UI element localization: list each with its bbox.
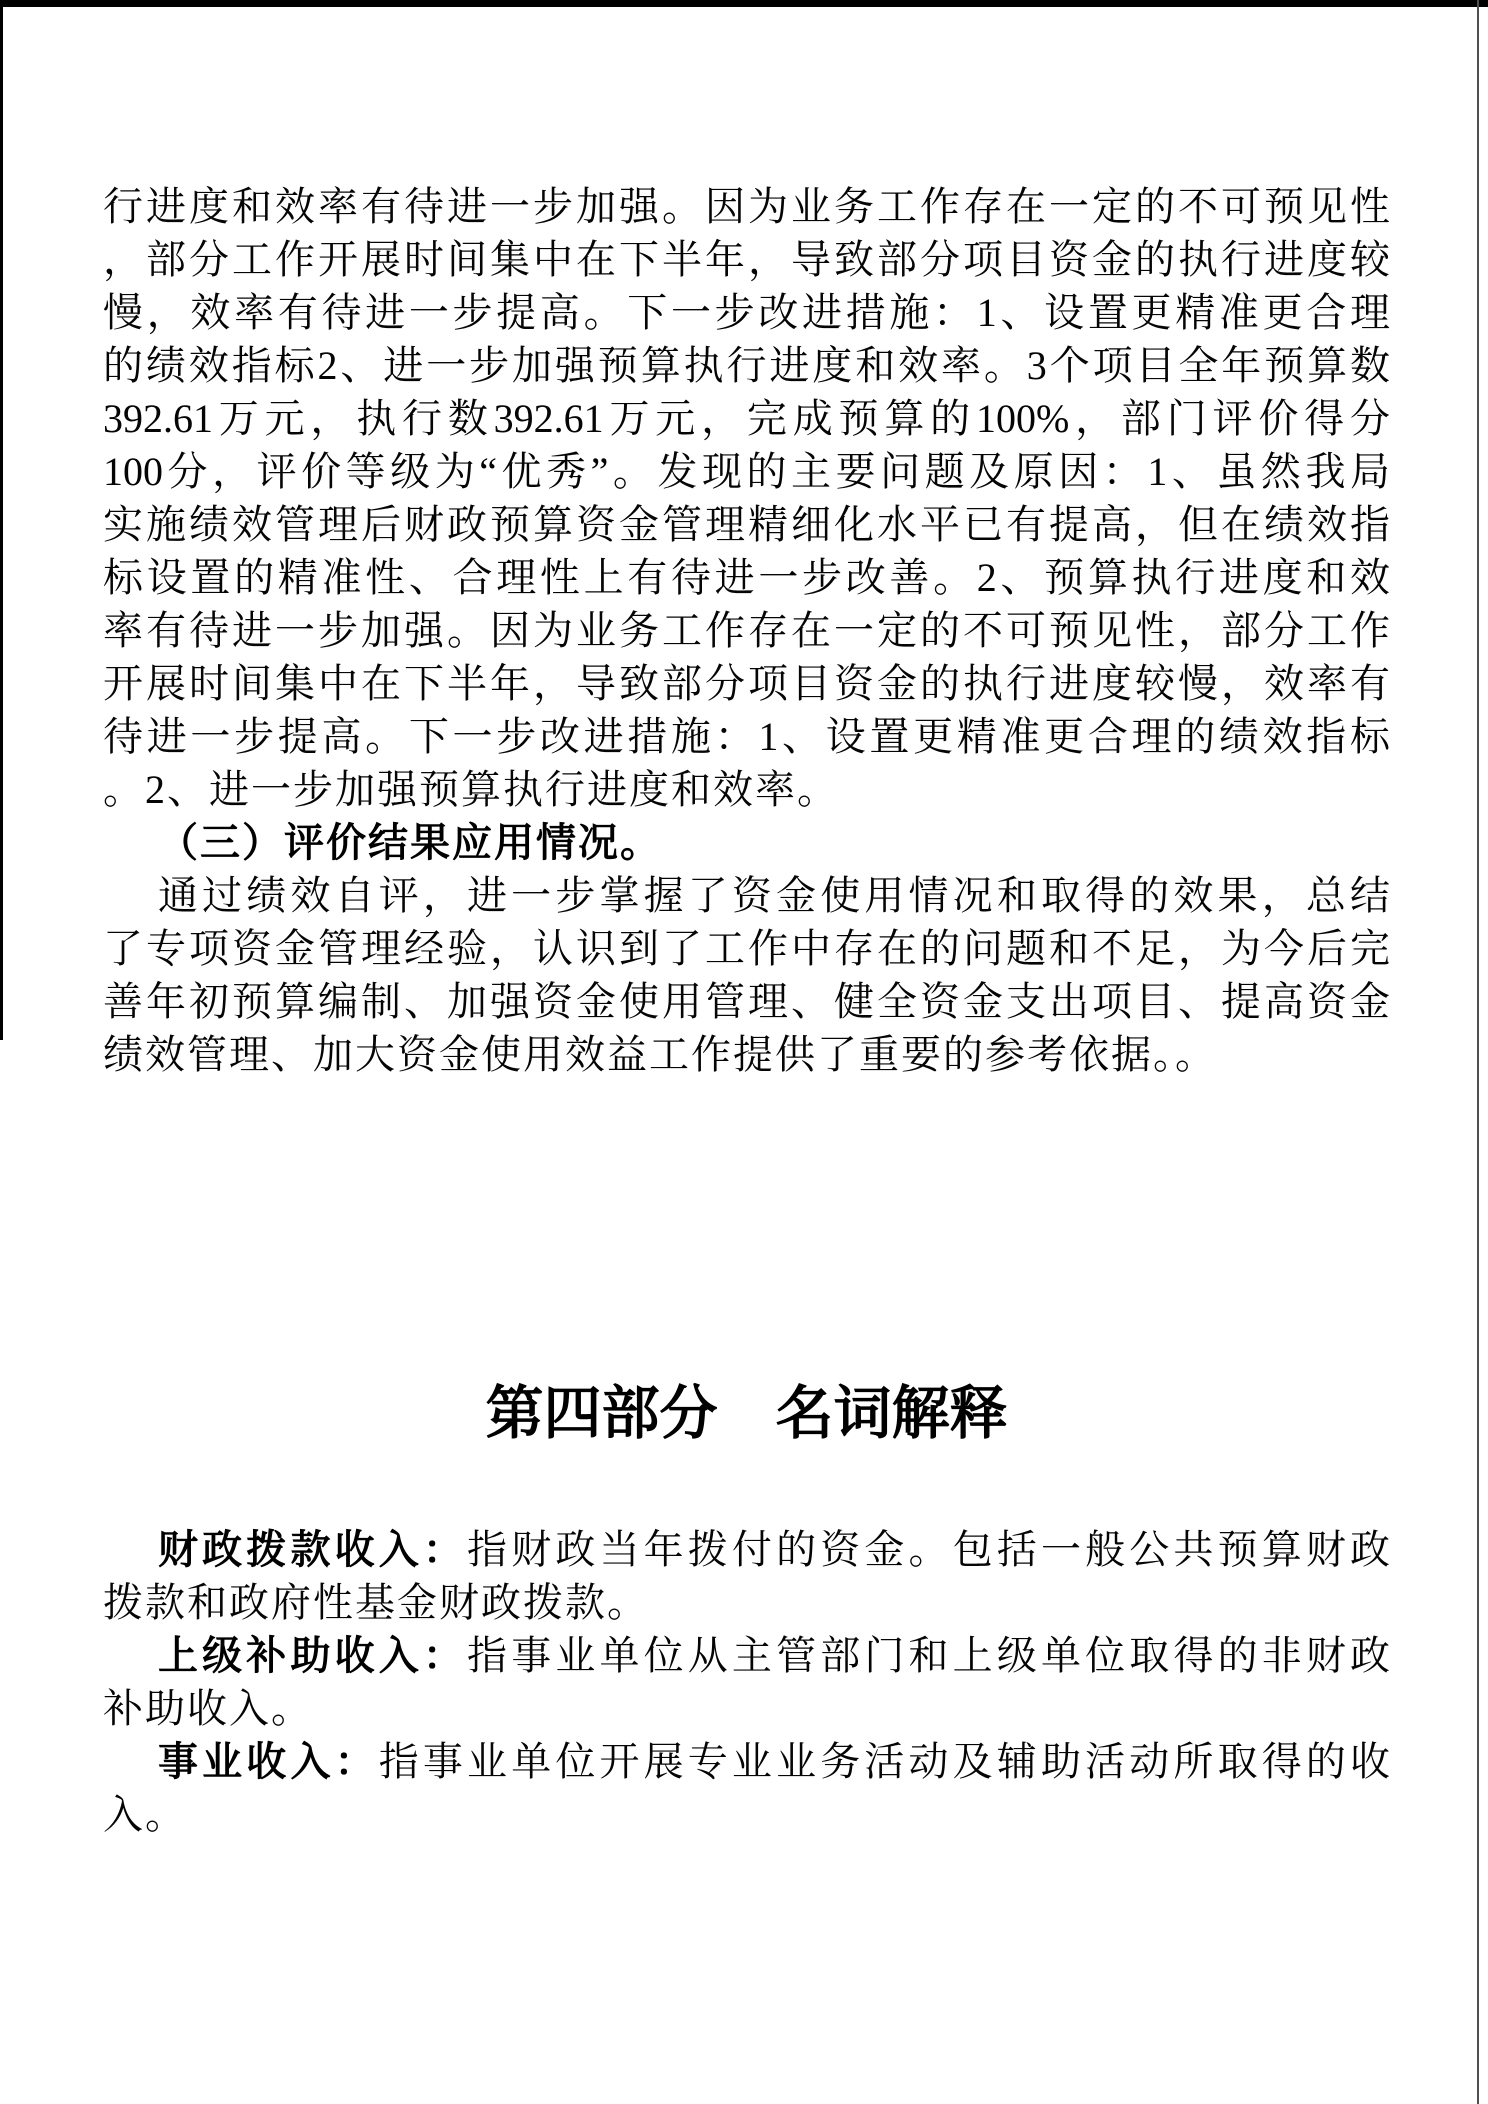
- left-scan-edge: [0, 0, 3, 1040]
- text-line: [103, 1682, 1390, 1735]
- text-run: 通过绩效自评，进一步掌握了资金使用情况和取得的效果，总结: [158, 873, 1390, 918]
- text-run: 补助收入。: [103, 1686, 313, 1731]
- section-heading: 第四部分 名词解释: [485, 1381, 1008, 1446]
- right-scan-edge: [1477, 0, 1479, 2104]
- text-run: 率有待进一步加强。因为业务工作存在一定的不可预见性，部分工作: [103, 608, 1390, 653]
- body-paragraphs: [103, 180, 1390, 1081]
- text-run: 慢，效率有待进一步提高。下一步改进措施：1、设置更精准更合理: [103, 290, 1390, 335]
- text-line: [103, 551, 1390, 604]
- text-line: [103, 233, 1390, 286]
- text-line: [103, 1629, 1390, 1682]
- text-run: ，部分工作开展时间集中在下半年，导致部分项目资金的执行进度较: [103, 237, 1390, 282]
- text-line: [103, 1735, 1390, 1788]
- text-line: [103, 975, 1390, 1028]
- text-line: [103, 286, 1390, 339]
- text-line: [103, 1788, 1390, 1841]
- text-line: [103, 763, 1390, 816]
- bold-text-run: 事业收入：: [158, 1739, 379, 1784]
- text-line: [103, 1576, 1390, 1629]
- definitions-paragraphs: [103, 1523, 1390, 1841]
- bold-text-run: 财政拨款收入：: [158, 1527, 468, 1572]
- text-run: 实施绩效管理后财政预算资金管理精细化水平已有提高，但在绩效指: [103, 502, 1390, 547]
- bold-text-run: （三）评价结果应用情况。: [158, 820, 662, 865]
- text-line: [103, 869, 1390, 922]
- text-run: 100分，评价等级为“优秀”。发现的主要问题及原因：1、虽然我局: [103, 449, 1390, 494]
- text-line: [103, 710, 1390, 763]
- top-scan-edge: [0, 0, 1488, 7]
- text-run: 392.61万元，执行数392.61万元，完成预算的100%，部门评价得分: [103, 396, 1390, 441]
- text-line: [103, 445, 1390, 498]
- text-run: 行进度和效率有待进一步加强。因为业务工作存在一定的不可预见性: [103, 184, 1390, 229]
- text-run: 指事业单位开展专业业务活动及辅助活动所取得的收: [378, 1739, 1391, 1784]
- text-run: 指事业单位从主管部门和上级单位取得的非财政: [467, 1633, 1391, 1678]
- text-line: [103, 180, 1390, 233]
- text-run: 绩效管理、加大资金使用效益工作提供了重要的参考依据。。: [103, 1032, 1217, 1077]
- text-run: 的绩效指标2、进一步加强预算执行进度和效率。3个项目全年预算数: [103, 343, 1390, 388]
- text-line: [103, 339, 1390, 392]
- text-run: 。2、进一步加强预算执行进度和效率。: [103, 767, 839, 812]
- text-run: 了专项资金管理经验，认识到了工作中存在的问题和不足，为今后完: [103, 926, 1390, 971]
- text-run: 拨款和政府性基金财政拨款。: [103, 1580, 649, 1625]
- text-line: [103, 392, 1390, 445]
- text-run: 开展时间集中在下半年，导致部分项目资金的执行进度较慢，效率有: [103, 661, 1390, 706]
- text-line: [103, 604, 1390, 657]
- text-line: [103, 816, 1390, 869]
- bold-text-run: 上级补助收入：: [158, 1633, 468, 1678]
- text-line: [103, 498, 1390, 551]
- text-line: [103, 922, 1390, 975]
- text-run: 善年初预算编制、加强资金使用管理、健全资金支出项目、提高资金: [103, 979, 1390, 1024]
- text-line: [103, 657, 1390, 710]
- text-run: 入。: [103, 1792, 187, 1837]
- text-line: [103, 1028, 1390, 1081]
- text-run: 标设置的精准性、合理性上有待进一步改善。2、预算执行进度和效: [103, 555, 1390, 600]
- text-run: 指财政当年拨付的资金。包括一般公共预算财政: [467, 1527, 1391, 1572]
- text-line: [103, 1523, 1390, 1576]
- text-run: 待进一步提高。下一步改进措施：1、设置更精准更合理的绩效指标: [103, 714, 1390, 759]
